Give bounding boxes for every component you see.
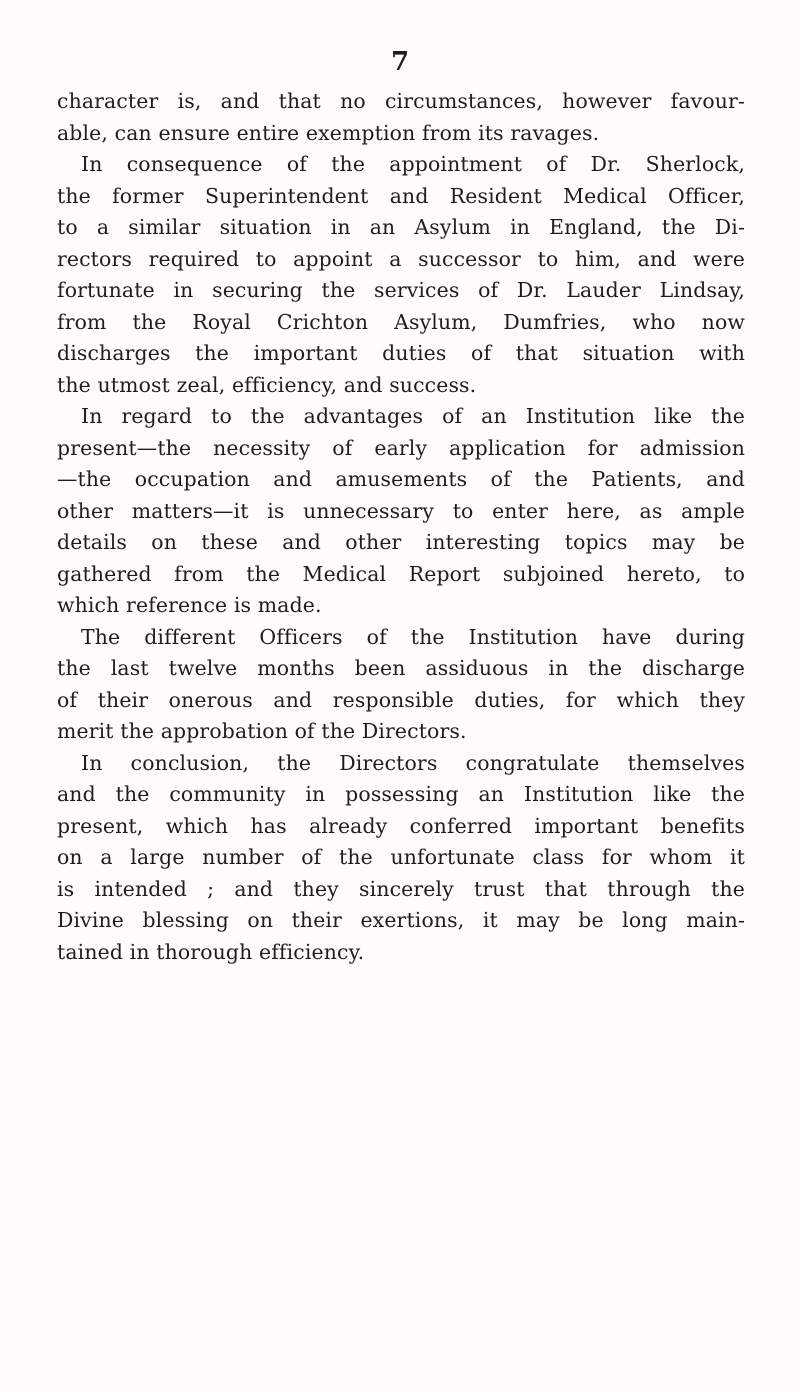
text-line: character is, and that no circumstances, however favour-: [57, 89, 745, 113]
text-line: present, which has already conferred important benefits: [57, 813, 745, 838]
text-line: tained in thorough efficiency.: [57, 939, 365, 964]
text-line: the utmost zeal, efficiency, and success.: [57, 372, 477, 397]
body-text: [57, 86, 745, 968]
text-line: the former Superintendent and Resident Medical Officer,: [57, 183, 745, 208]
text-line: to a similar situation in an Asylum in England, the Di-: [57, 215, 745, 239]
text-line: gathered from the Medical Report subjoined hereto, to: [57, 561, 745, 586]
text-line: other matters—it is unnecessary to enter here, as ample: [57, 498, 745, 523]
text-line: In conclusion, the Directors congratulate themselves: [81, 750, 745, 775]
text-line: the last twelve months been assiduous in the discharge: [57, 656, 745, 680]
page-number: 7: [390, 47, 410, 77]
text-line: In consequence of the appointment of Dr. Sherlock,: [81, 152, 745, 176]
text-line: Divine blessing on their exertions, it may be long main-: [57, 908, 745, 932]
text-line: present—the necessity of early application for admission: [57, 435, 745, 460]
text-line: able, can ensure entire exemption from its ravages.: [57, 120, 600, 145]
text-line: and the community in possessing an Institution like the: [57, 782, 745, 806]
text-line: merit the approbation of the Directors.: [57, 719, 467, 743]
text-line: In regard to the advantages of an Institution like the: [81, 404, 745, 428]
text-line: of their onerous and responsible duties, for which they: [57, 687, 745, 712]
text-line: rectors required to appoint a successor to him, and were: [57, 246, 745, 271]
text-line: details on these and other interesting topics may be: [57, 530, 745, 554]
text-line: fortunate in securing the services of Dr. Lauder Lindsay,: [57, 278, 745, 302]
text-line: —the occupation and amusements of the Patients, and: [57, 467, 745, 491]
text-line: on a large number of the unfortunate class for whom it: [57, 845, 745, 869]
text-line: from the Royal Crichton Asylum, Dumfries, who now: [57, 309, 745, 334]
text-line: The different Officers of the Institution have during: [81, 624, 745, 649]
text-line: is intended ; and they sincerely trust that through the: [57, 876, 745, 901]
text-line: discharges the important duties of that situation with: [57, 341, 745, 365]
text-line: which reference is made.: [57, 593, 322, 617]
